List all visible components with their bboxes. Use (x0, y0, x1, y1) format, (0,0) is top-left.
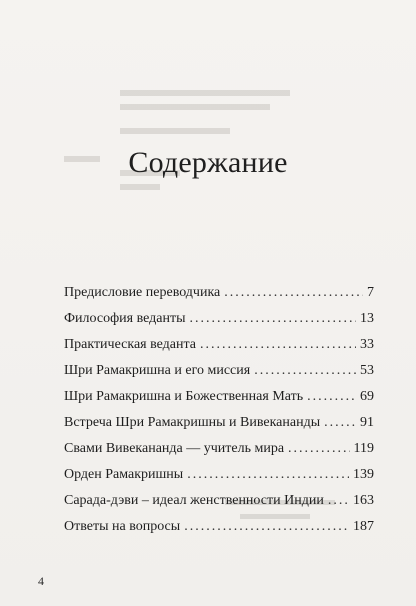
bleed-through-texture (120, 128, 230, 134)
toc-dot-leader (254, 363, 356, 379)
toc-dot-leader (190, 311, 356, 327)
toc-entry-title: Орден Рамакришны (64, 467, 184, 482)
toc-entry (64, 415, 374, 441)
toc-entry (64, 493, 374, 519)
toc-entry-page: 163 (353, 493, 374, 508)
toc-entry (64, 285, 374, 311)
toc-entry (64, 311, 374, 337)
toc-dot-leader (307, 389, 356, 405)
toc-entry-title: Предисловие переводчика (64, 285, 221, 300)
toc-entry-page: 119 (353, 441, 374, 456)
bleed-through-texture (120, 90, 290, 96)
toc-entry (64, 337, 374, 363)
toc-entry-title: Ответы на вопросы (64, 519, 181, 534)
toc-entry-page: 13 (360, 311, 374, 326)
toc-entry-page: 7 (367, 285, 374, 300)
toc-dot-leader (187, 467, 349, 483)
toc-entry (64, 467, 374, 493)
toc-dot-leader (288, 441, 349, 457)
toc-entry-title: Свами Вивекананда — учитель мира (64, 441, 285, 456)
table-of-contents (64, 285, 374, 545)
page-number: 4 (38, 574, 44, 588)
page-title: Содержание (128, 146, 288, 179)
toc-dot-leader (184, 519, 349, 535)
toc-entry-title: Шри Рамакришна и Божественная Мать (64, 389, 304, 404)
toc-entry-page: 187 (353, 519, 374, 534)
toc-entry (64, 389, 374, 415)
toc-entry-title: Философия веданты (64, 311, 186, 326)
bleed-through-texture (120, 184, 160, 190)
bleed-through-texture (120, 104, 270, 110)
toc-entry (64, 363, 374, 389)
toc-entry-page: 139 (353, 467, 374, 482)
toc-dot-leader (328, 493, 349, 509)
toc-dot-leader (200, 337, 356, 353)
toc-dot-leader (224, 285, 363, 301)
toc-entry-page: 91 (360, 415, 374, 430)
toc-entry-page: 69 (360, 389, 374, 404)
toc-entry (64, 441, 374, 467)
toc-entry-title: Сарада-дэви – идеал женственности Индии (64, 493, 324, 508)
toc-entry-page: 53 (360, 363, 374, 378)
toc-entry-title: Шри Рамакришна и его миссия (64, 363, 251, 378)
toc-dot-leader (324, 415, 356, 431)
toc-entry (64, 519, 374, 545)
toc-entry-page: 33 (360, 337, 374, 352)
toc-entry-title: Практическая веданта (64, 337, 197, 352)
toc-entry-title: Встреча Шри Рамакришны и Вивекананды (64, 415, 321, 430)
